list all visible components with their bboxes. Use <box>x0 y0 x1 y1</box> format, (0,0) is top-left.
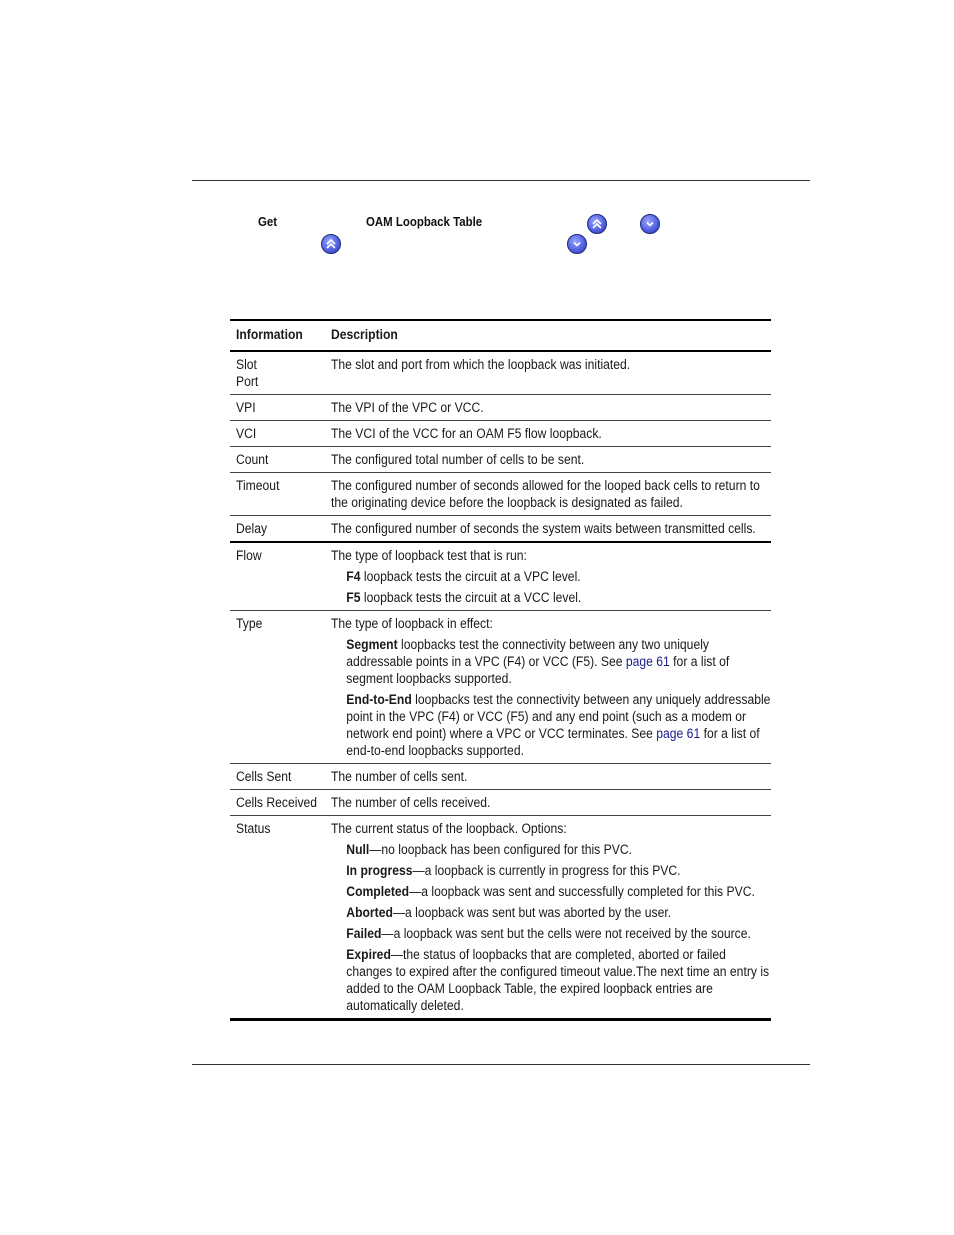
page-down-icon[interactable] <box>567 234 587 254</box>
page-up-icon[interactable] <box>321 234 341 254</box>
row-description: The type of loopback test that is run: F4 loopback tests the circuit at a VPC level. F5 loopback tests the circuit at a VCC level. <box>325 542 771 611</box>
row-description: The type of loopback in effect: Segment loopbacks test the connectivity between any two uniquely addressable points in a VPC (F4) or VCC (F5). See page 61 for a list of segment loopbacks supported. End-to-End loopbacks test the connectivity between any uniquely addressable point in the VPC (F4) or VCC (F5) and any end point (such as a modem or network end point) where a VPC or VCC terminates. See page 61 for a list of end-to-end loopbacks supported. <box>331 616 771 758</box>
row-description: The number of cells sent. <box>331 769 468 784</box>
row-label: Cells Received <box>236 795 318 810</box>
row-description: The VPI of the VPC or VCC. <box>331 400 484 415</box>
row-description: The number of cells received. <box>331 795 491 810</box>
table-row <box>230 790 771 816</box>
table-row <box>230 447 771 473</box>
column-header-information: Information <box>236 327 303 342</box>
status-option-null: Null—no loopback has been configured for this PVC. <box>346 842 632 857</box>
footer-rule <box>192 1064 810 1065</box>
row-description: The VCI of the VCC for an OAM F5 flow loopback. <box>331 426 602 441</box>
flow-option-f5: F5 loopback tests the circuit at a VCC level. <box>346 590 582 605</box>
status-option-completed: Completed—a loopback was sent and successfully completed for this PVC. <box>346 884 755 899</box>
column-header-description: Description <box>331 327 398 342</box>
page-up-icon[interactable] <box>587 214 607 234</box>
table-row <box>230 764 771 790</box>
row-description: The current status of the loopback. Options: Null—no loopback has been configured for this PVC. In progress—a loopback is currently in progress for this PVC. Completed—a loopback was sent and successfully completed for this PVC. Aborted—a loopback was sent but was aborted by the user. Failed—a loopback was sent but the cells were not received by the source. Expired—the status of loopbacks that are completed, aborted or failed changes to expired after the configured timeout value.The next time an entry is added to the OAM Loopback Table, the expired loopback entries are automatically deleted. <box>331 821 770 1013</box>
row-description: The slot and port from which the loopback was initiated. <box>331 357 631 372</box>
table-row <box>230 351 771 395</box>
table-header-row <box>230 320 771 351</box>
row-label: VCI <box>236 426 257 441</box>
row-label: Cells Sent <box>236 769 292 784</box>
status-option-failed: Failed—a loopback was sent but the cells were not received by the source. <box>346 926 751 941</box>
row-label: Status <box>236 821 271 836</box>
row-label: Type <box>236 616 263 631</box>
row-label: Timeout <box>236 478 280 493</box>
get-label: Get <box>258 214 278 229</box>
row-label: VPI <box>236 400 256 415</box>
table-row <box>230 816 771 1020</box>
status-option-expired: Expired—the status of loopbacks that are completed, aborted or failed changes to expired after the configured timeout value.The next time an entry is added to the OAM Loopback Table, the expired loopback entries are automatically deleted. <box>346 947 770 1013</box>
status-option-aborted: Aborted—a loopback was sent but was aborted by the user. <box>346 905 672 920</box>
table-row <box>230 473 771 516</box>
header-rule <box>192 180 810 181</box>
row-label: Slot Port <box>236 357 259 389</box>
page-61-link[interactable]: page 61 <box>625 654 670 669</box>
row-description: The configured total number of cells to be sent. <box>331 452 585 467</box>
row-label: Count <box>236 452 269 467</box>
oam-loopback-table-label: OAM Loopback Table <box>366 214 483 229</box>
table-row <box>230 542 771 611</box>
row-label: Flow <box>236 548 262 563</box>
table-row <box>230 611 771 764</box>
table-row <box>230 421 771 447</box>
row-label: Delay <box>236 521 268 536</box>
oam-loopback-info-table <box>230 319 771 1021</box>
table-row <box>230 395 771 421</box>
flow-option-f4: F4 loopback tests the circuit at a VPC level. <box>346 569 581 584</box>
page-61-link[interactable]: page 61 <box>656 726 701 741</box>
type-option-end-to-end: End-to-End loopbacks test the connectivity between any uniquely addressable point in the VPC (F4) or VCC (F5) and any end point (such as a modem or network end point) where a VPC or VCC terminates. See page 61 for a list of end-to-end loopbacks supported. <box>346 692 771 758</box>
row-description: The configured number of seconds the system waits between transmitted cells. <box>331 521 756 536</box>
row-description: The configured number of seconds allowed for the looped back cells to return to the originating device before the loopback is designated as failed. <box>331 478 760 510</box>
page-down-icon[interactable] <box>640 214 660 234</box>
table-row <box>230 516 771 543</box>
status-option-in-progress: In progress—a loopback is currently in progress for this PVC. <box>346 863 681 878</box>
type-option-segment: Segment loopbacks test the connectivity between any two uniquely addressable points in a VPC (F4) or VCC (F5). See page 61 for a list of segment loopbacks supported. <box>346 637 730 686</box>
